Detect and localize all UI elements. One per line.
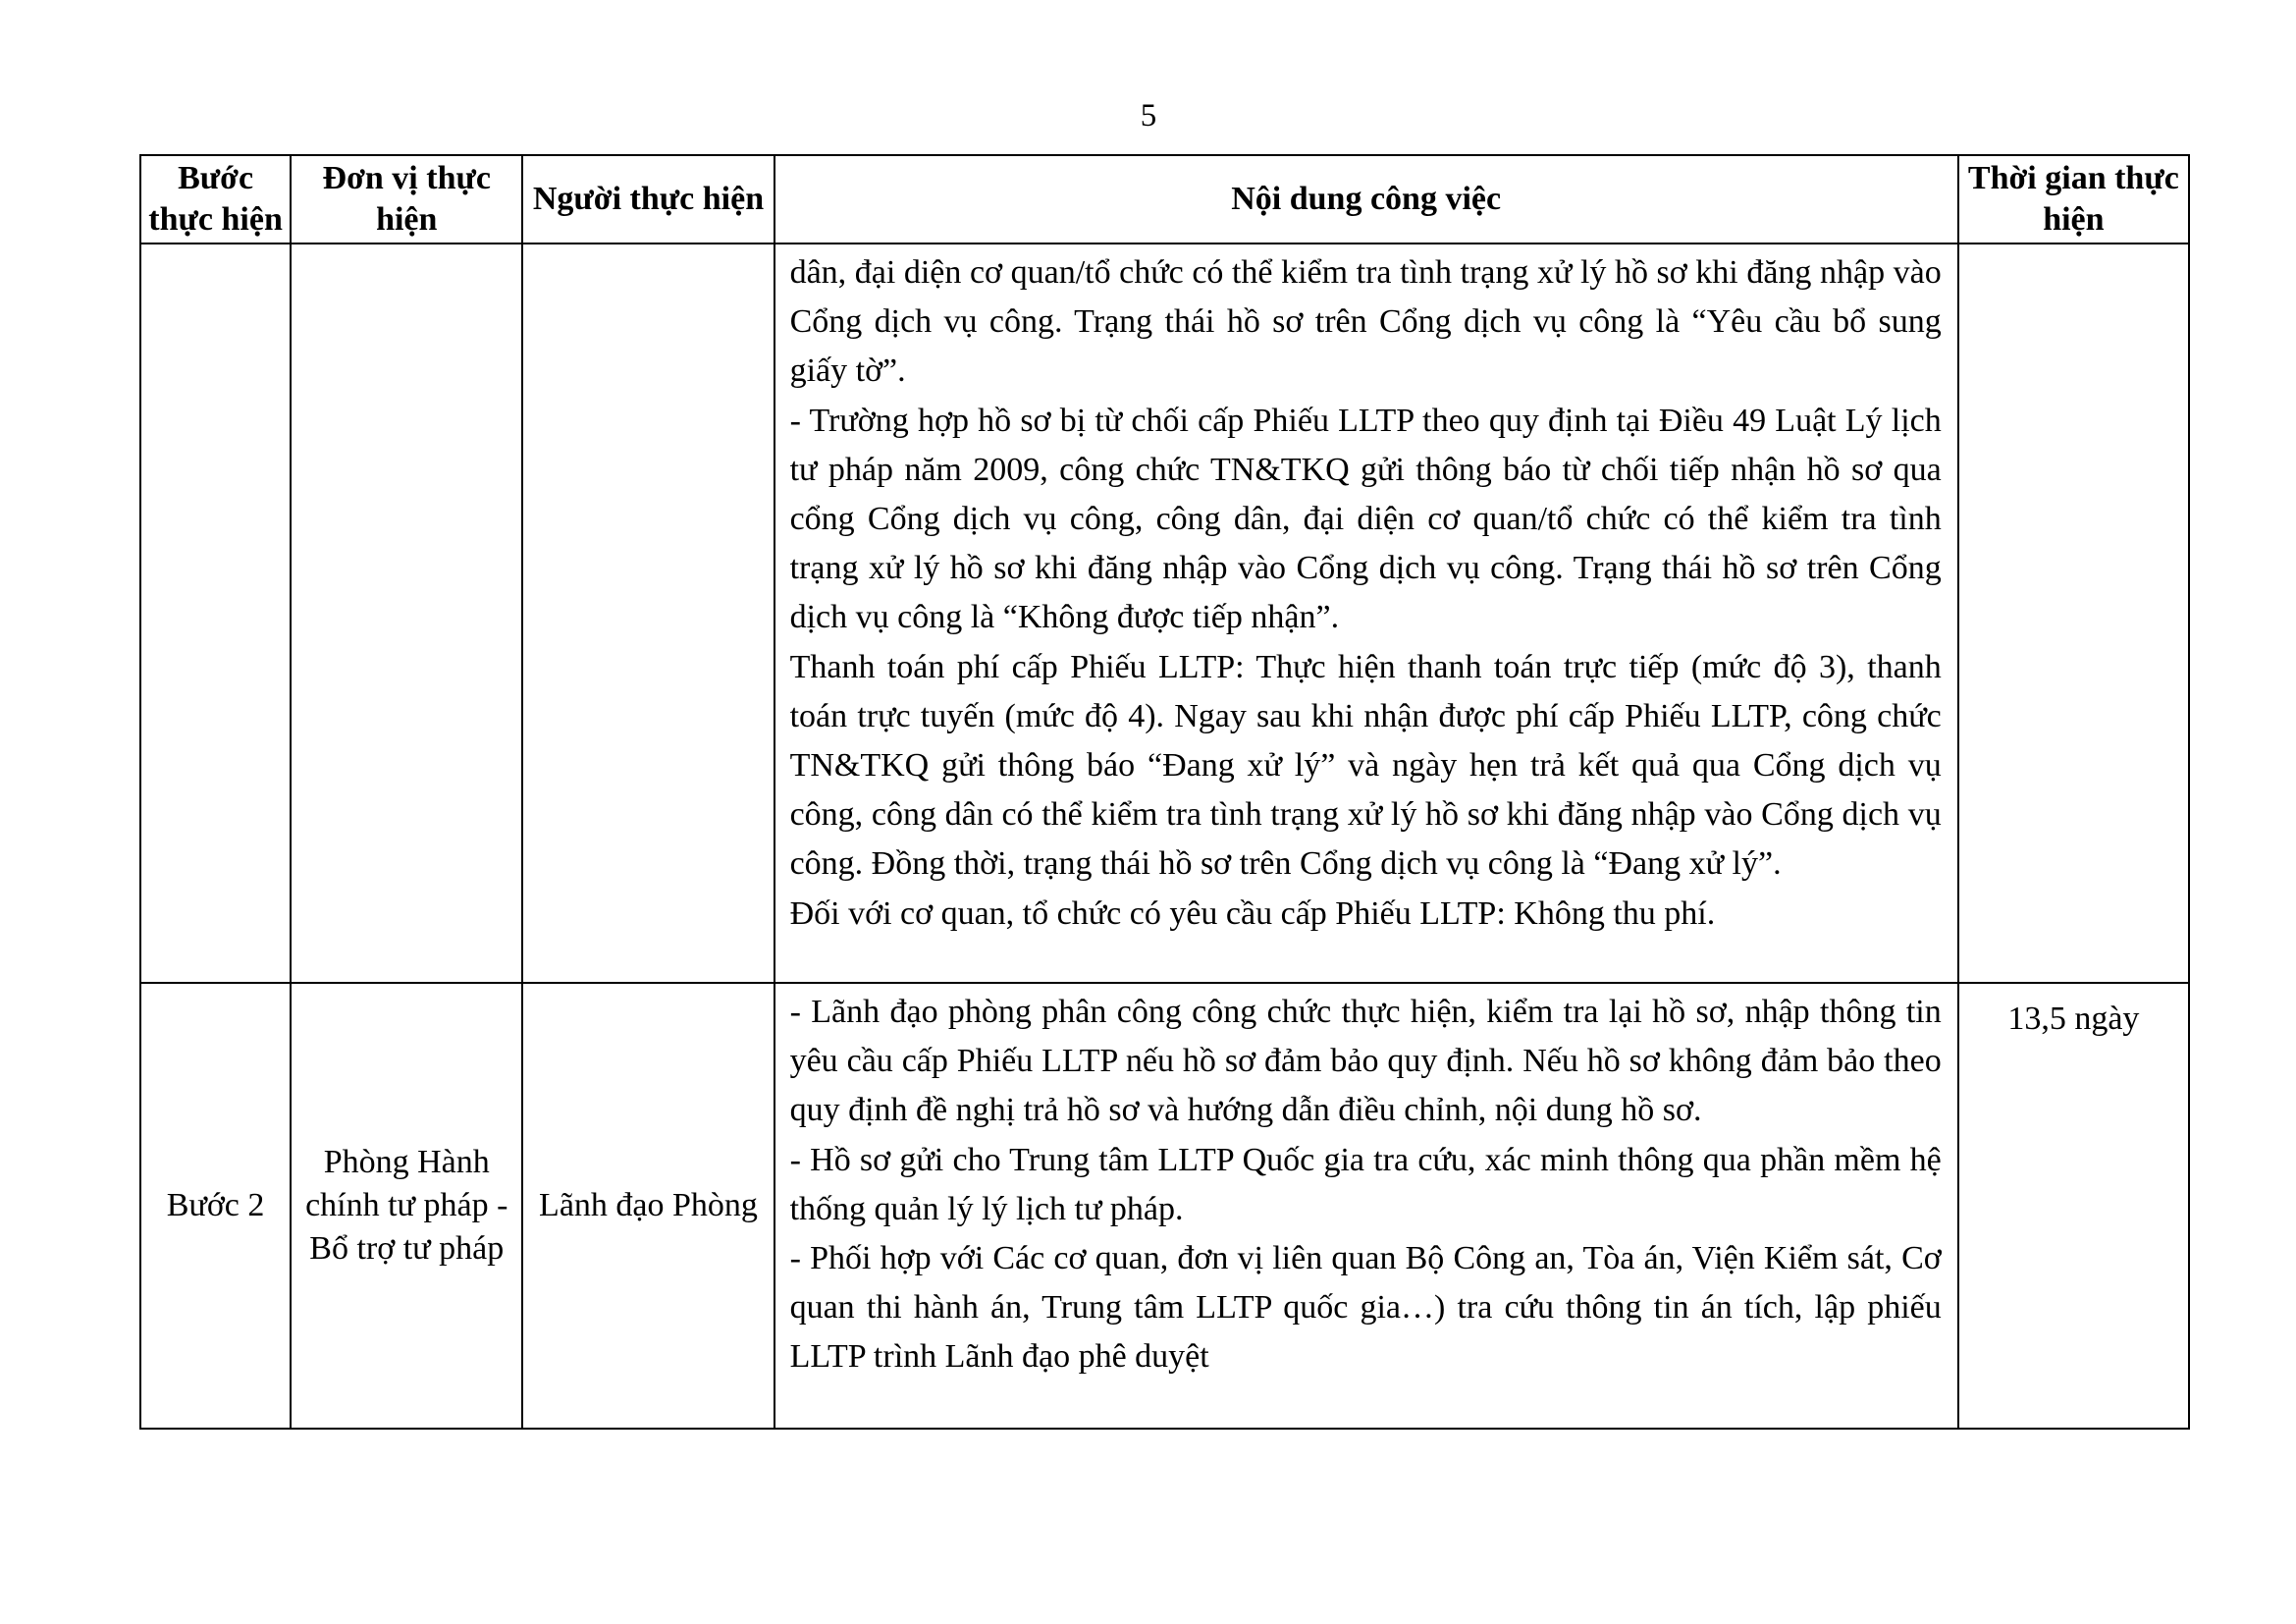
content-paragraph: Thanh toán phí cấp Phiếu LLTP: Thực hiện thanh toán trực tiếp (mức độ 3), thanh toán trực tuyến (mức độ 4). Ngay sau khi nhận được phí cấp Phiếu LLTP, công chức TN&TKQ gửi thông báo “Đang xử lý” và ngày hẹn trả kết quả qua Cổng dịch vụ công, công dân có thể kiểm tra tình trạng xử lý hồ sơ khi đăng nhập vào Cổng dịch vụ công. Đồng thời, trạng thái hồ sơ trên Cổng dịch vụ công là “Đang xử lý”. [789,648,1942,883]
content-paragraph: - Trường hợp hồ sơ bị từ chối cấp Phiếu LLTP theo quy định tại Điều 49 Luật Lý lịch tư pháp năm 2009, công chức TN&TKQ gửi thông báo từ chối tiếp nhận hồ sơ qua cổng Cổng dịch vụ công, công dân, đại diện cơ quan/tổ chức có thể kiểm tra tình trạng xử lý hồ sơ khi đăng nhập vào Cổng dịch vụ công. Trạng thái hồ sơ trên Cổng dịch vụ công là “Không được tiếp nhận”. [789,402,1942,636]
unit-cell: Phòng Hành chính tư pháp - Bổ trợ tư pháp [291,983,522,1429]
step-cell [140,244,291,983]
content-paragraph: - Lãnh đạo phòng phân công công chức thực hiện, kiểm tra lại hồ sơ, nhập thông tin yêu cầu cấp Phiếu LLTP nếu hồ sơ đảm bảo quy định. Nếu hồ sơ không đảm bảo theo quy định đề nghị trả hồ sơ và hướng dẫn điều chỉnh, nội dung hồ sơ. [789,994,1942,1129]
table-row [140,983,2189,1429]
header-time: Thời gian thực hiện [1958,155,2189,244]
person-cell [522,244,774,983]
content-paragraph: - Phối hợp với Các cơ quan, đơn vị liên quan Bộ Công an, Tòa án, Viện Kiểm sát, Cơ quan thi hành án, Trung tâm LLTP quốc gia…) tra cứu thông tin án tích, lập phiếu LLTP trình Lãnh đạo phê duyệt [789,1240,1942,1376]
time-cell [1958,244,2189,983]
header-person: Người thực hiện [522,155,774,244]
content-cell [774,244,1958,983]
table-row [140,244,2189,983]
content-cell [774,983,1958,1429]
header-content: Nội dung công việc [774,155,1958,244]
header-unit: Đơn vị thực hiện [291,155,522,244]
header-step: Bước thực hiện [140,155,291,244]
content-paragraph: - Hồ sơ gửi cho Trung tâm LLTP Quốc gia tra cứu, xác minh thông qua phần mềm hệ thống quản lý lý lịch tư pháp. [789,1141,1942,1227]
unit-cell [291,244,522,983]
content-paragraph: Đối với cơ quan, tổ chức có yêu cầu cấp Phiếu LLTP: Không thu phí. [789,894,1716,932]
step-cell: Bước 2 [140,983,291,1429]
time-cell: 13,5 ngày [1958,983,2189,1429]
page-number: 5 [1140,98,1157,134]
content-paragraph: dân, đại diện cơ quan/tổ chức có thể kiểm tra tình trạng xử lý hồ sơ khi đăng nhập vào Cổng dịch vụ công. Trạng thái hồ sơ trên Cổng dịch vụ công là “Yêu cầu bổ sung giấy tờ”. [789,254,1942,390]
procedure-table [139,154,2190,1430]
table-header-row [140,155,2189,244]
person-cell: Lãnh đạo Phòng [522,983,774,1429]
